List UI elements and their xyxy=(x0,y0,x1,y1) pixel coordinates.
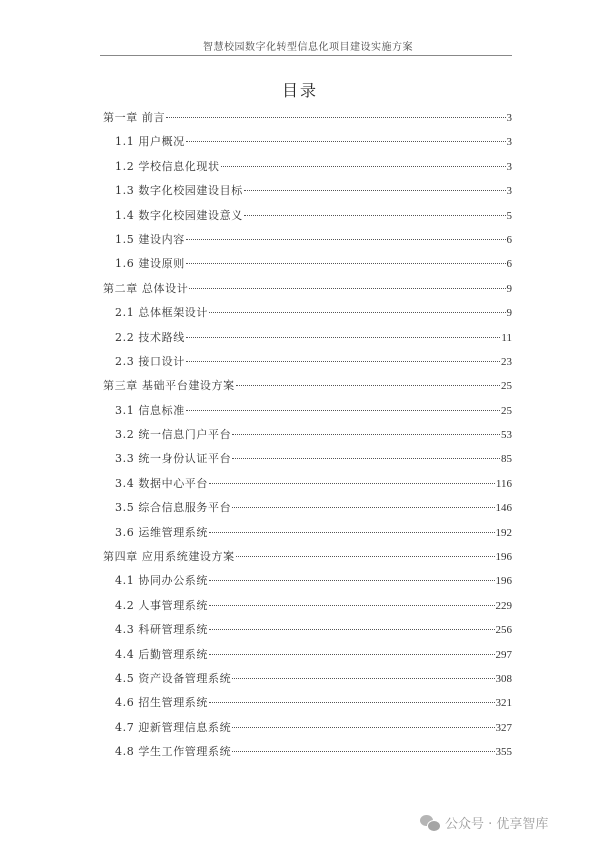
toc-page-number: 192 xyxy=(495,526,512,539)
toc-entry-number: 3.6 xyxy=(115,525,135,539)
toc-section-entry[interactable] xyxy=(103,182,512,206)
toc-section-entry[interactable] xyxy=(103,158,512,182)
toc-section-entry[interactable] xyxy=(103,402,512,426)
toc-entry-number: 4.7 xyxy=(115,720,135,734)
toc-entry-label xyxy=(115,499,231,515)
toc-entry-label xyxy=(103,109,165,125)
toc-section-entry[interactable] xyxy=(103,329,512,353)
toc-entry-number: 4.5 xyxy=(115,671,135,685)
toc-entry-title: 建设原则 xyxy=(138,257,185,271)
toc-entry-number: 1.6 xyxy=(115,257,135,271)
dot-leader xyxy=(186,337,501,338)
dot-leader xyxy=(186,239,506,240)
dot-leader xyxy=(209,580,494,581)
toc-entry-label xyxy=(115,207,243,223)
toc-entry-label xyxy=(115,524,208,540)
toc-page-number: 196 xyxy=(495,575,512,588)
dot-leader xyxy=(209,312,505,313)
toc-entry-label xyxy=(115,743,231,759)
toc-page-number: 256 xyxy=(495,624,512,637)
toc-entry-label xyxy=(115,694,208,710)
toc-section-entry[interactable] xyxy=(103,499,512,523)
toc-entry-title: 运维管理系统 xyxy=(138,525,209,539)
dot-leader xyxy=(232,678,494,679)
toc-section-entry[interactable] xyxy=(103,207,512,231)
dot-leader xyxy=(186,263,506,264)
toc-page-number: 3 xyxy=(506,136,512,149)
toc-page-number: 3 xyxy=(506,185,512,198)
dot-leader xyxy=(209,629,494,630)
toc-entry-number: 1.2 xyxy=(115,159,135,173)
toc-entry-number: 3.4 xyxy=(115,476,135,490)
dot-leader xyxy=(166,117,505,118)
toc-page-number: 6 xyxy=(506,258,512,271)
dot-leader xyxy=(244,215,506,216)
dot-leader xyxy=(221,166,506,167)
wechat-icon xyxy=(420,815,440,831)
toc-section-entry[interactable] xyxy=(103,694,512,718)
dot-leader xyxy=(189,288,505,289)
toc-entry-title: 接口设计 xyxy=(138,354,185,368)
toc-entry-number: 2.3 xyxy=(115,354,135,368)
dot-leader xyxy=(232,751,494,752)
toc-entry-title: 科研管理系统 xyxy=(138,623,209,637)
toc-page-number: 146 xyxy=(495,502,512,515)
toc-entry-label xyxy=(115,426,231,442)
dot-leader xyxy=(232,458,500,459)
dot-leader xyxy=(209,702,494,703)
toc-page-number: 9 xyxy=(506,307,512,320)
watermark xyxy=(420,813,548,832)
toc-chapter-entry[interactable] xyxy=(103,109,512,133)
toc-entry-number: 1.1 xyxy=(115,135,135,149)
toc-entry-title: 建设内容 xyxy=(138,232,185,246)
dot-leader xyxy=(186,141,506,142)
toc-entry-number: 3.5 xyxy=(115,501,135,515)
toc-entry-title: 基础平台建设方案 xyxy=(141,379,235,393)
toc-section-entry[interactable] xyxy=(103,646,512,670)
toc-entry-label xyxy=(115,304,208,320)
toc-page-number: 25 xyxy=(501,380,512,393)
toc-entry-label xyxy=(115,231,185,247)
toc-entry-title: 数字化校园建设意义 xyxy=(138,208,243,222)
dot-leader xyxy=(209,605,494,606)
toc-page-number: 327 xyxy=(495,721,512,734)
toc-entry-number: 2.2 xyxy=(115,330,135,344)
toc-entry-label xyxy=(115,670,231,686)
toc-entry-number: 4.2 xyxy=(115,598,135,612)
toc-page-number: 116 xyxy=(495,477,512,490)
toc-chapter-entry[interactable] xyxy=(103,377,512,401)
toc-entry-label xyxy=(115,329,185,345)
toc-page-number: 6 xyxy=(506,233,512,246)
toc-entry-number: 1.3 xyxy=(115,184,135,198)
toc-entry-title: 信息标准 xyxy=(138,403,185,417)
toc-entry-title: 总体设计 xyxy=(141,281,189,295)
toc-section-entry[interactable] xyxy=(103,719,512,743)
toc-section-entry[interactable] xyxy=(103,304,512,328)
toc-entry-title: 迎新管理信息系统 xyxy=(138,720,232,734)
toc-entry-label xyxy=(115,572,208,588)
dot-leader xyxy=(244,190,506,191)
dot-leader xyxy=(209,532,494,533)
toc-entry-title: 综合信息服务平台 xyxy=(138,501,232,515)
toc-entry-title: 数字化校园建设目标 xyxy=(138,184,243,198)
toc-page-number: 23 xyxy=(501,355,512,368)
toc-entry-title: 数据中心平台 xyxy=(138,476,209,490)
dot-leader xyxy=(209,483,495,484)
table-of-contents xyxy=(103,109,512,768)
toc-page-number: 25 xyxy=(501,404,512,417)
toc-entry-title: 学校信息化现状 xyxy=(138,159,220,173)
toc-page-number: 196 xyxy=(495,551,512,564)
toc-entry-number: 3.3 xyxy=(115,452,135,466)
toc-entry-number: 第一章 xyxy=(103,111,138,124)
toc-page-number: 3 xyxy=(506,112,512,124)
dot-leader xyxy=(236,556,495,557)
toc-entry-label xyxy=(115,719,231,735)
toc-entry-number: 4.8 xyxy=(115,745,135,759)
dot-leader xyxy=(232,727,494,728)
toc-entry-number: 2.1 xyxy=(115,306,135,320)
toc-page-number: 5 xyxy=(506,209,512,222)
toc-entry-title: 学生工作管理系统 xyxy=(138,745,232,759)
toc-section-entry[interactable] xyxy=(103,572,512,596)
toc-entry-title: 资产设备管理系统 xyxy=(138,671,232,685)
toc-entry-number: 1.5 xyxy=(115,232,135,246)
toc-entry-label xyxy=(115,475,208,491)
toc-page-number: 321 xyxy=(495,697,512,710)
toc-section-entry[interactable] xyxy=(103,353,512,377)
toc-entry-label xyxy=(115,133,185,149)
toc-entry-title: 统一身份认证平台 xyxy=(138,452,232,466)
dot-leader xyxy=(209,654,494,655)
toc-entry-label xyxy=(115,158,220,174)
toc-entry-number: 3.2 xyxy=(115,428,135,442)
toc-entry-title: 技术路线 xyxy=(138,330,185,344)
toc-entry-label xyxy=(115,182,243,198)
toc-entry-label xyxy=(115,597,208,613)
toc-page-number: 9 xyxy=(506,282,512,295)
toc-page-number: 53 xyxy=(501,429,512,442)
toc-section-entry[interactable] xyxy=(103,475,512,499)
toc-section-entry[interactable] xyxy=(103,597,512,621)
toc-section-entry[interactable] xyxy=(103,426,512,450)
toc-chapter-entry[interactable] xyxy=(103,548,512,572)
toc-entry-title: 协同办公系统 xyxy=(138,574,209,588)
toc-entry-title: 人事管理系统 xyxy=(138,598,209,612)
toc-entry-title: 后勤管理系统 xyxy=(138,647,209,661)
dot-leader xyxy=(186,361,500,362)
running-header: 智慧校园数字化转型信息化项目建设实施方案 xyxy=(203,42,413,53)
toc-entry-label xyxy=(115,402,185,418)
toc-section-entry[interactable] xyxy=(103,743,512,767)
toc-entry-label xyxy=(103,377,235,393)
toc-title: 目录 xyxy=(281,81,318,100)
toc-page-number: 3 xyxy=(506,160,512,173)
watermark-text: 公众号 · 优享智库 xyxy=(445,817,549,832)
dot-leader xyxy=(186,410,500,411)
toc-entry-label xyxy=(115,621,208,637)
toc-entry-title: 前言 xyxy=(141,111,166,124)
dot-leader xyxy=(236,385,500,386)
toc-entry-number: 4.3 xyxy=(115,623,135,637)
toc-page-number: 297 xyxy=(495,648,512,661)
toc-entry-title: 总体框架设计 xyxy=(138,306,209,320)
toc-entry-number: 第二章 xyxy=(103,281,138,295)
toc-entry-number: 3.1 xyxy=(115,403,135,417)
toc-section-entry[interactable] xyxy=(103,450,512,474)
toc-entry-label xyxy=(115,450,231,466)
toc-section-entry[interactable] xyxy=(103,133,512,157)
toc-chapter-entry[interactable] xyxy=(103,280,512,304)
header-rule xyxy=(100,55,512,56)
toc-section-entry[interactable] xyxy=(103,255,512,279)
toc-entry-title: 招生管理系统 xyxy=(138,696,209,710)
toc-entry-title: 用户概况 xyxy=(138,135,185,149)
toc-entry-number: 4.4 xyxy=(115,647,135,661)
dot-leader xyxy=(232,434,500,435)
toc-entry-label xyxy=(115,255,185,271)
toc-section-entry[interactable] xyxy=(103,670,512,694)
toc-page-number: 355 xyxy=(495,746,512,759)
toc-entry-label xyxy=(103,548,235,564)
toc-entry-label xyxy=(115,353,185,369)
toc-entry-label xyxy=(103,280,188,296)
toc-page-number: 85 xyxy=(501,453,512,466)
toc-entry-number: 第四章 xyxy=(103,550,138,564)
toc-section-entry[interactable] xyxy=(103,621,512,645)
toc-entry-number: 1.4 xyxy=(115,208,135,222)
toc-entry-number: 第三章 xyxy=(103,379,138,393)
toc-entry-label xyxy=(115,646,208,662)
dot-leader xyxy=(232,507,494,508)
toc-entry-number: 4.1 xyxy=(115,574,135,588)
toc-entry-title: 统一信息门户平台 xyxy=(138,428,232,442)
toc-page-number: 11 xyxy=(501,331,512,344)
toc-page-number: 308 xyxy=(495,672,512,685)
toc-entry-title: 应用系统建设方案 xyxy=(141,550,235,564)
toc-page-number: 229 xyxy=(495,599,512,612)
toc-section-entry[interactable] xyxy=(103,231,512,255)
toc-section-entry[interactable] xyxy=(103,524,512,548)
toc-entry-number: 4.6 xyxy=(115,696,135,710)
